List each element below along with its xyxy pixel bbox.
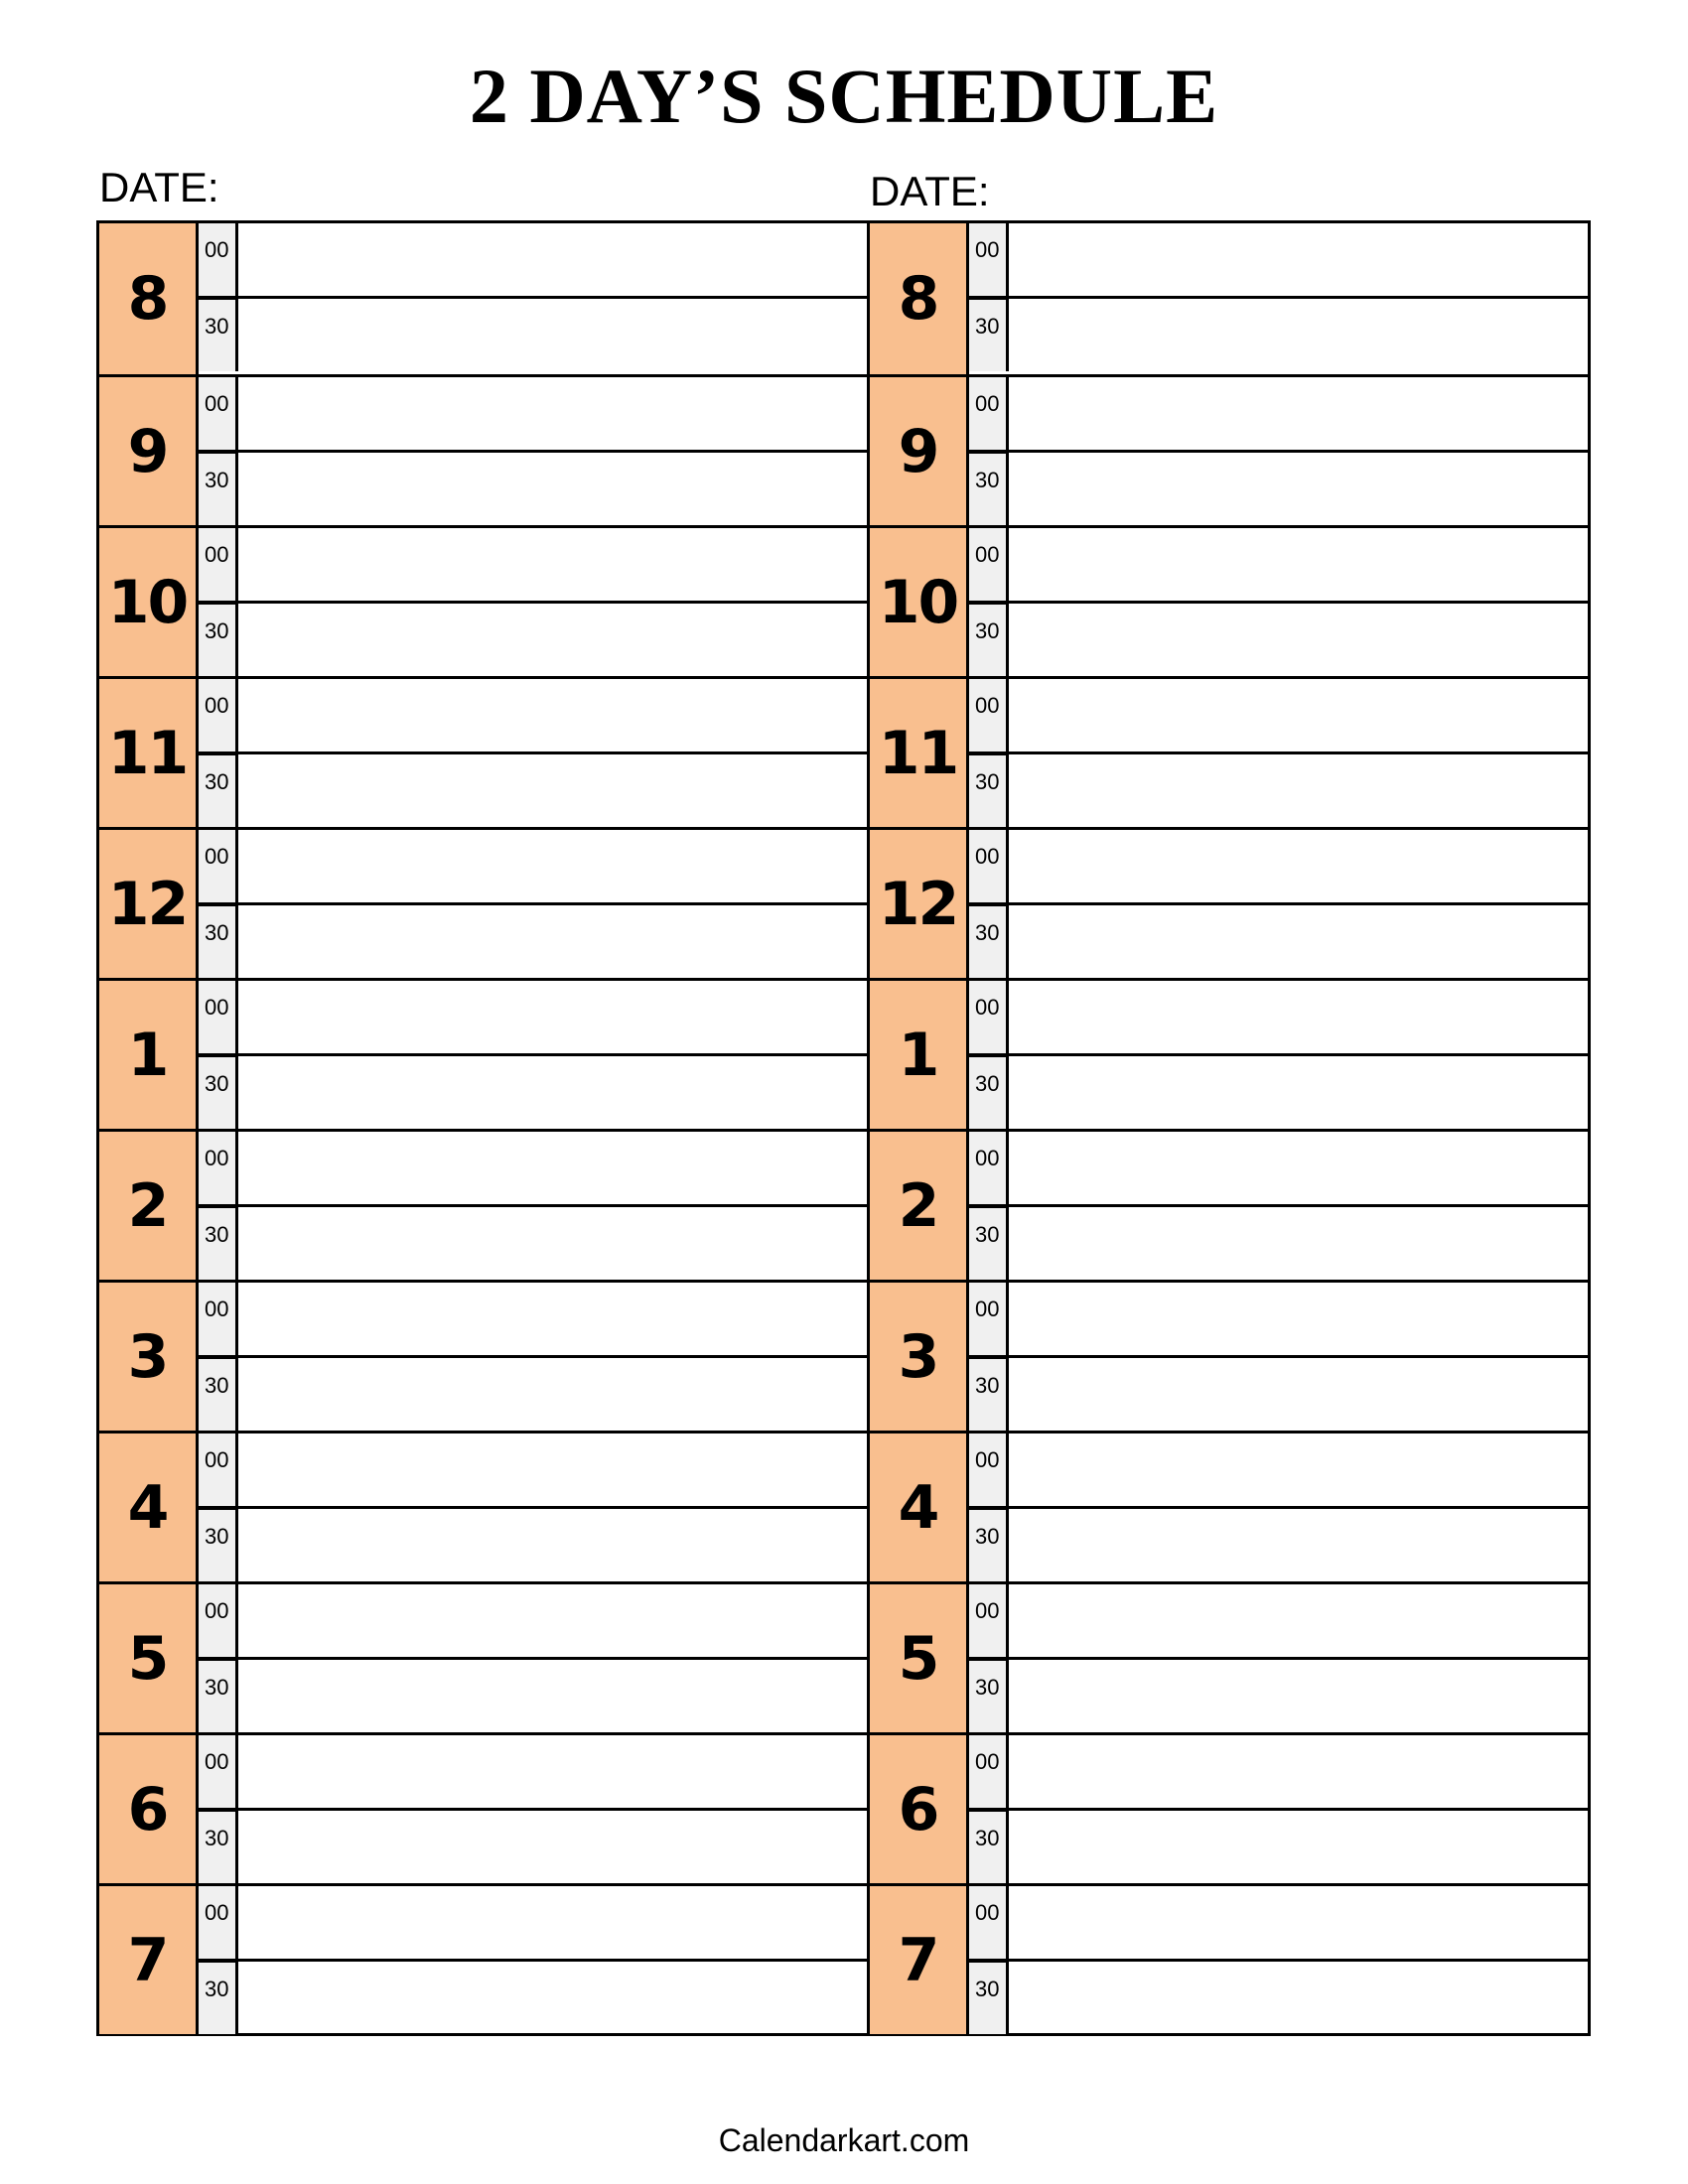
schedule-entry[interactable] bbox=[1009, 223, 1591, 296]
minute-label: 30 bbox=[199, 602, 238, 676]
minute-label: 00 bbox=[969, 377, 1009, 451]
hour-row bbox=[99, 374, 870, 525]
schedule-entry[interactable] bbox=[238, 223, 870, 296]
minute-label: 30 bbox=[199, 1054, 238, 1129]
minute-label: 00 bbox=[969, 528, 1009, 602]
hour-row bbox=[870, 978, 1591, 1129]
minute-label: 30 bbox=[199, 752, 238, 827]
minute-label: 30 bbox=[199, 1507, 238, 1581]
hour-label: 7 bbox=[870, 1886, 969, 2034]
hour-row bbox=[99, 525, 870, 676]
schedule-entry[interactable] bbox=[1009, 1056, 1591, 1129]
minute-label: 30 bbox=[199, 1205, 238, 1280]
hour-label: 4 bbox=[99, 1433, 199, 1581]
schedule-entry[interactable] bbox=[1009, 528, 1591, 601]
hour-label: 8 bbox=[99, 223, 199, 374]
minute-label: 00 bbox=[199, 1283, 238, 1356]
schedule-entry[interactable] bbox=[1009, 1132, 1591, 1204]
hour-label: 2 bbox=[99, 1132, 199, 1280]
hour-label: 11 bbox=[870, 679, 969, 827]
minute-label: 30 bbox=[199, 297, 238, 371]
minute-label: 30 bbox=[969, 451, 1009, 525]
hour-row bbox=[870, 525, 1591, 676]
minute-label: 00 bbox=[969, 1433, 1009, 1507]
hour-row bbox=[870, 1280, 1591, 1431]
date-label-day-1: DATE: bbox=[99, 164, 219, 210]
hour-label: 1 bbox=[870, 981, 969, 1129]
minute-label: 30 bbox=[199, 903, 238, 978]
hour-row bbox=[99, 676, 870, 827]
minute-label: 00 bbox=[199, 1132, 238, 1205]
schedule-entry[interactable] bbox=[238, 1283, 870, 1355]
schedule-entry[interactable] bbox=[238, 679, 870, 751]
minute-label: 00 bbox=[969, 1132, 1009, 1205]
schedule-entry[interactable] bbox=[1009, 1283, 1591, 1355]
hour-label: 11 bbox=[99, 679, 199, 827]
schedule-entry[interactable] bbox=[1009, 1962, 1591, 2034]
hour-label: 5 bbox=[99, 1584, 199, 1732]
schedule-entry[interactable] bbox=[1009, 299, 1591, 371]
hour-row bbox=[870, 827, 1591, 978]
schedule-entry[interactable] bbox=[238, 1358, 870, 1431]
minute-label: 30 bbox=[199, 1658, 238, 1732]
hour-row bbox=[870, 223, 1591, 374]
schedule-entry[interactable] bbox=[1009, 377, 1591, 450]
hour-row bbox=[870, 1883, 1591, 2034]
hour-row bbox=[99, 1431, 870, 1581]
schedule-entry[interactable] bbox=[238, 830, 870, 902]
schedule-entry[interactable] bbox=[238, 604, 870, 676]
hour-row bbox=[99, 827, 870, 978]
hour-label: 2 bbox=[870, 1132, 969, 1280]
minute-label: 00 bbox=[199, 1584, 238, 1658]
schedule-entry[interactable] bbox=[238, 754, 870, 827]
minute-label: 00 bbox=[199, 1735, 238, 1809]
minute-label: 00 bbox=[199, 981, 238, 1054]
hour-row bbox=[870, 676, 1591, 827]
schedule-entry[interactable] bbox=[1009, 1509, 1591, 1581]
schedule-entry[interactable] bbox=[238, 1433, 870, 1506]
hour-row bbox=[99, 1280, 870, 1431]
hour-row bbox=[99, 1129, 870, 1280]
hour-row bbox=[870, 1431, 1591, 1581]
minute-label: 30 bbox=[199, 1809, 238, 1883]
minute-label: 00 bbox=[199, 377, 238, 451]
hour-row bbox=[870, 1129, 1591, 1280]
schedule-entry[interactable] bbox=[1009, 1358, 1591, 1431]
schedule-entry[interactable] bbox=[1009, 905, 1591, 978]
schedule-entry[interactable] bbox=[1009, 830, 1591, 902]
minute-label: 00 bbox=[969, 223, 1009, 297]
minute-label: 00 bbox=[199, 223, 238, 297]
schedule-entry[interactable] bbox=[1009, 1886, 1591, 1959]
schedule-entry[interactable] bbox=[238, 905, 870, 978]
minute-label: 30 bbox=[199, 451, 238, 525]
hour-label: 3 bbox=[870, 1283, 969, 1431]
minute-label: 30 bbox=[969, 1507, 1009, 1581]
minute-label: 30 bbox=[969, 1356, 1009, 1431]
minute-label: 30 bbox=[969, 903, 1009, 978]
schedule-entry[interactable] bbox=[238, 1735, 870, 1808]
minute-label: 30 bbox=[199, 1960, 238, 2034]
hour-label: 6 bbox=[99, 1735, 199, 1883]
hour-row bbox=[99, 223, 870, 374]
footer-site: Calendarkart.com bbox=[718, 2122, 970, 2158]
minute-label: 30 bbox=[969, 1205, 1009, 1280]
schedule-entry[interactable] bbox=[1009, 1584, 1591, 1657]
hour-label: 4 bbox=[870, 1433, 969, 1581]
schedule-entry[interactable] bbox=[1009, 604, 1591, 676]
schedule-entry[interactable] bbox=[238, 1811, 870, 1883]
minute-label: 30 bbox=[969, 1658, 1009, 1732]
hour-label: 3 bbox=[99, 1283, 199, 1431]
hour-label: 10 bbox=[870, 528, 969, 676]
hour-label: 7 bbox=[99, 1886, 199, 2034]
minute-label: 30 bbox=[969, 1960, 1009, 2034]
schedule-entry[interactable] bbox=[1009, 1433, 1591, 1506]
schedule-entry[interactable] bbox=[238, 453, 870, 525]
minute-label: 30 bbox=[969, 1809, 1009, 1883]
hour-row bbox=[99, 1581, 870, 1732]
minute-label: 30 bbox=[199, 1356, 238, 1431]
schedule-entry[interactable] bbox=[238, 981, 870, 1053]
day-1-column bbox=[99, 223, 870, 2033]
schedule-entry[interactable] bbox=[238, 1132, 870, 1204]
minute-label: 30 bbox=[969, 1054, 1009, 1129]
schedule-entry[interactable] bbox=[1009, 1811, 1591, 1883]
hour-label: 5 bbox=[870, 1584, 969, 1732]
schedule-entry[interactable] bbox=[238, 299, 870, 371]
schedule-entry[interactable] bbox=[238, 1509, 870, 1581]
minute-label: 00 bbox=[969, 679, 1009, 752]
page-title: 2 DAY’S SCHEDULE bbox=[469, 53, 1219, 139]
minute-label: 00 bbox=[969, 981, 1009, 1054]
schedule-grid bbox=[96, 220, 1591, 2036]
minute-label: 00 bbox=[199, 830, 238, 903]
hour-row bbox=[99, 1883, 870, 2034]
hour-row bbox=[870, 1732, 1591, 1883]
minute-label: 00 bbox=[199, 1886, 238, 1960]
schedule-entry[interactable] bbox=[1009, 453, 1591, 525]
schedule-entry[interactable] bbox=[1009, 754, 1591, 827]
hour-label: 6 bbox=[870, 1735, 969, 1883]
schedule-entry[interactable] bbox=[238, 1207, 870, 1280]
hour-label: 12 bbox=[99, 830, 199, 978]
schedule-entry[interactable] bbox=[1009, 1207, 1591, 1280]
schedule-entry[interactable] bbox=[238, 1962, 870, 2034]
hour-label: 12 bbox=[870, 830, 969, 978]
minute-label: 00 bbox=[199, 1433, 238, 1507]
minute-label: 00 bbox=[199, 679, 238, 752]
schedule-entry[interactable] bbox=[238, 1056, 870, 1129]
hour-label: 1 bbox=[99, 981, 199, 1129]
schedule-entry[interactable] bbox=[238, 1886, 870, 1959]
minute-label: 00 bbox=[969, 1886, 1009, 1960]
minute-label: 00 bbox=[969, 830, 1009, 903]
hour-row bbox=[99, 1732, 870, 1883]
minute-label: 00 bbox=[969, 1283, 1009, 1356]
schedule-entry[interactable] bbox=[238, 528, 870, 601]
minute-label: 30 bbox=[969, 602, 1009, 676]
schedule-entry[interactable] bbox=[238, 1660, 870, 1732]
schedule-entry[interactable] bbox=[1009, 679, 1591, 751]
hour-row bbox=[99, 978, 870, 1129]
minute-label: 30 bbox=[969, 752, 1009, 827]
hour-label: 9 bbox=[99, 377, 199, 525]
hour-label: 8 bbox=[870, 223, 969, 374]
minute-label: 00 bbox=[969, 1735, 1009, 1809]
minute-label: 00 bbox=[199, 528, 238, 602]
hour-label: 9 bbox=[870, 377, 969, 525]
schedule-entry[interactable] bbox=[238, 377, 870, 450]
hour-row bbox=[870, 374, 1591, 525]
date-label-day-2: DATE: bbox=[870, 168, 990, 214]
minute-label: 30 bbox=[969, 297, 1009, 371]
schedule-entry[interactable] bbox=[1009, 1735, 1591, 1808]
hour-row bbox=[870, 1581, 1591, 1732]
schedule-entry[interactable] bbox=[1009, 1660, 1591, 1732]
hour-label: 10 bbox=[99, 528, 199, 676]
minute-label: 00 bbox=[969, 1584, 1009, 1658]
schedule-entry[interactable] bbox=[1009, 981, 1591, 1053]
schedule-entry[interactable] bbox=[238, 1584, 870, 1657]
day-2-column bbox=[867, 223, 1591, 2033]
